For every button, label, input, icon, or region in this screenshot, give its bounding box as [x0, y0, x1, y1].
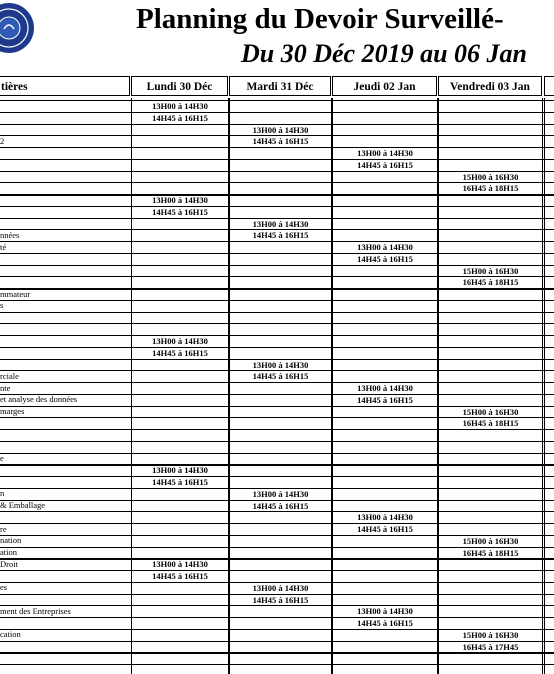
time-slot-cell: 16H45 à 18H15	[438, 547, 543, 560]
column-header-day: Vendredi 03 Jan	[438, 76, 542, 96]
row-divider	[0, 194, 554, 196]
time-slot-cell: 15H00 à 16H30	[438, 629, 543, 642]
time-slot-cell: 16H45 à 18H15	[438, 182, 543, 195]
schedule-table	[0, 76, 554, 674]
row-divider	[0, 523, 554, 524]
page-title: Planning du Devoir Surveillé-	[136, 3, 504, 35]
time-slot-cell: 13H00 à 14H30	[332, 147, 438, 160]
row-divider	[0, 335, 554, 336]
time-slot-cell: 14H45 à 16H15	[332, 617, 438, 630]
time-slot-cell: 13H00 à 14H30	[332, 605, 438, 618]
row-divider	[0, 312, 554, 313]
subject-cell: 2	[0, 135, 5, 146]
time-slot-cell: 14H45 à 16H15	[332, 253, 438, 266]
time-slot-cell: 13H00 à 14H30	[332, 241, 438, 254]
row-divider	[0, 570, 554, 571]
time-slot-cell: 14H45 à 16H15	[131, 570, 229, 583]
row-divider	[0, 347, 554, 348]
time-slot-cell: 14H45 à 16H15	[131, 112, 229, 125]
row-divider	[0, 147, 554, 148]
time-slot-cell: 14H45 à 16H15	[332, 394, 438, 407]
university-logo	[0, 3, 34, 53]
subject-cell: Droit	[0, 558, 18, 569]
time-slot-cell: 13H00 à 14H30	[332, 511, 438, 524]
row-divider	[0, 605, 554, 606]
row-divider	[0, 206, 554, 207]
column-header-subject: tières	[0, 76, 130, 96]
time-slot-cell: 13H00 à 14H30	[131, 464, 229, 477]
subject-cell: n	[0, 488, 5, 499]
subject-cell: mmateur	[0, 288, 31, 299]
subject-cell: nte	[0, 382, 11, 393]
subject-cell: ation	[0, 547, 17, 557]
subject-cell: cation	[0, 629, 21, 640]
row-divider	[0, 511, 554, 512]
row-divider	[0, 429, 554, 430]
time-slot-cell: 16H45 à 17H45	[438, 641, 543, 654]
time-slot-cell: 16H45 à 18H15	[438, 417, 543, 430]
column-header-extra	[544, 76, 554, 96]
time-slot-cell: 16H45 à 18H15	[438, 276, 543, 289]
time-slot-cell: 13H00 à 14H30	[332, 382, 438, 395]
time-slot-cell: 13H00 à 14H30	[229, 359, 332, 372]
row-divider	[0, 464, 554, 466]
subject-cell: ment des Entreprises	[0, 605, 71, 616]
time-slot-cell: 14H45 à 16H15	[332, 523, 438, 536]
time-slot-cell: 13H00 à 14H30	[229, 124, 332, 137]
row-divider	[0, 453, 554, 454]
time-slot-cell: 14H45 à 16H15	[229, 500, 332, 513]
subject-cell: es	[0, 582, 8, 593]
time-slot-cell: 14H45 à 16H15	[332, 159, 438, 172]
time-slot-cell: 13H00 à 14H30	[229, 582, 332, 595]
time-slot-cell: 13H00 à 14H30	[229, 488, 332, 501]
time-slot-cell: 15H00 à 16H30	[438, 265, 543, 278]
column-header-day: Mardi 31 Déc	[229, 76, 331, 96]
subject-cell: nnées	[0, 229, 20, 240]
time-slot-cell: 14H45 à 16H15	[131, 206, 229, 219]
column-header-day: Lundi 30 Déc	[131, 76, 228, 96]
row-divider	[0, 253, 554, 254]
time-slot-cell: 15H00 à 16H30	[438, 171, 543, 184]
subject-cell: rciale	[0, 370, 19, 381]
row-divider	[0, 441, 554, 442]
row-divider	[0, 241, 554, 242]
row-divider	[0, 394, 554, 395]
time-slot-cell: 14H45 à 16H15	[131, 347, 229, 360]
time-slot-cell: 14H45 à 16H15	[229, 370, 332, 383]
subject-cell: marges	[0, 406, 25, 416]
column-header-day: Jeudi 02 Jan	[332, 76, 437, 96]
row-divider	[0, 382, 554, 383]
time-slot-cell: 13H00 à 14H30	[131, 335, 229, 348]
subject-cell: e	[0, 453, 4, 463]
row-divider	[0, 288, 554, 290]
time-slot-cell: 15H00 à 16H30	[438, 535, 543, 548]
time-slot-cell: 14H45 à 16H15	[131, 476, 229, 489]
time-slot-cell: 13H00 à 14H30	[131, 100, 229, 113]
row-divider	[0, 323, 554, 324]
time-slot-cell: 14H45 à 16H15	[229, 229, 332, 242]
row-divider	[0, 112, 554, 113]
row-divider	[0, 159, 554, 160]
subject-cell: s	[0, 300, 4, 311]
column-divider	[544, 98, 545, 674]
page-subtitle: Du 30 Déc 2019 au 06 Jan	[241, 39, 528, 68]
row-divider	[0, 617, 554, 618]
time-slot-cell: 13H00 à 14H30	[131, 558, 229, 571]
row-divider	[0, 664, 554, 665]
subject-cell: & Emballage	[0, 500, 46, 510]
subject-cell: et analyse des données	[0, 394, 78, 405]
row-divider	[0, 476, 554, 477]
subject-cell: re	[0, 523, 7, 534]
time-slot-cell: 15H00 à 16H30	[438, 406, 543, 419]
subject-cell: té	[0, 241, 7, 252]
time-slot-cell: 13H00 à 14H30	[229, 218, 332, 231]
row-divider	[0, 300, 554, 301]
row-divider	[0, 652, 554, 654]
time-slot-cell: 14H45 à 16H15	[229, 594, 332, 607]
time-slot-cell: 13H00 à 14H30	[131, 194, 229, 207]
row-divider	[0, 100, 554, 101]
column-divider	[131, 98, 132, 674]
time-slot-cell: 14H45 à 16H15	[229, 135, 332, 148]
subject-cell: nation	[0, 535, 22, 546]
row-divider	[0, 558, 554, 560]
